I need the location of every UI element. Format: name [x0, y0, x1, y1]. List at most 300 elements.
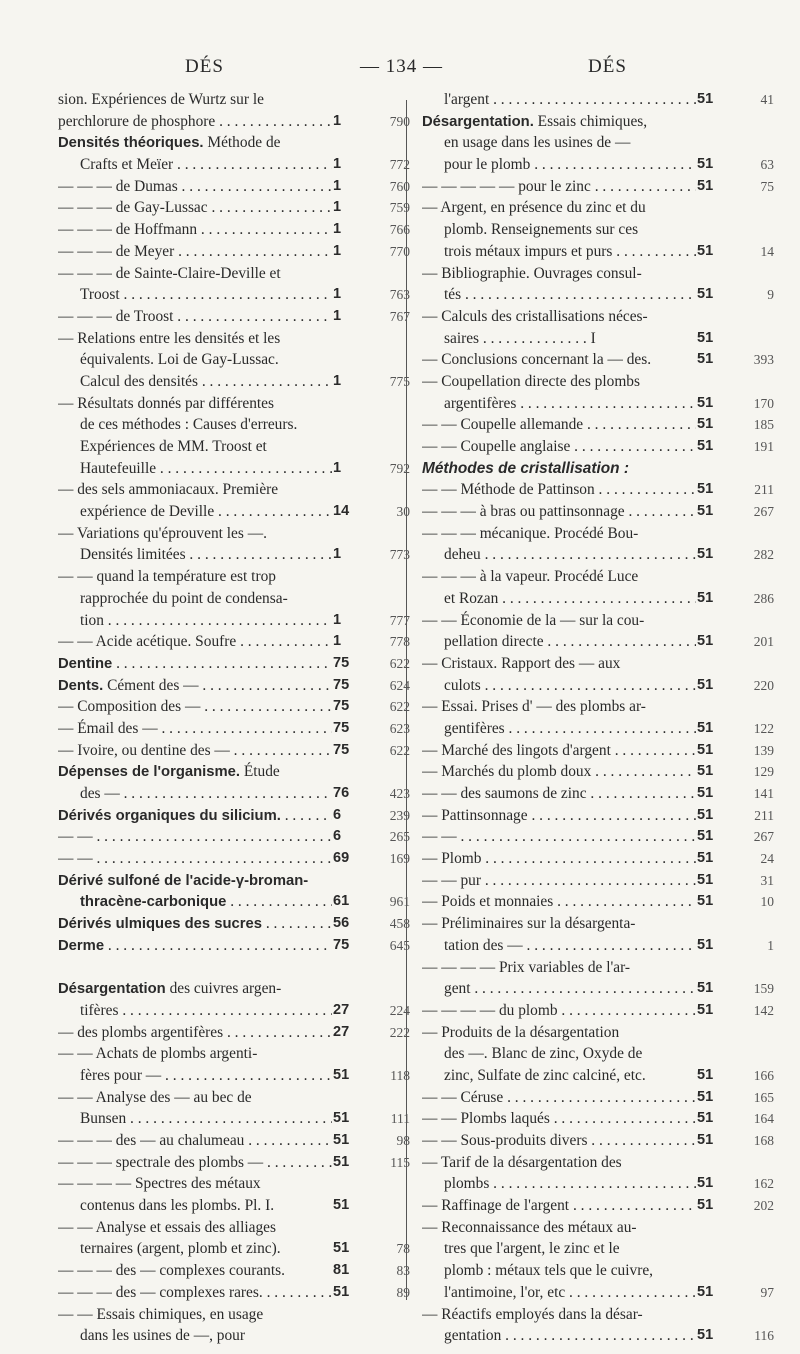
- entry-text: [422, 197, 696, 219]
- entry-description: trois métaux impurs et purs: [444, 242, 613, 260]
- page-reference: 168: [753, 1133, 774, 1148]
- page-reference: 201: [753, 634, 774, 650]
- entry-description: — — — de Dumas: [58, 177, 178, 195]
- entry-description: Essais chimiques,: [533, 112, 648, 130]
- entry-text: [422, 349, 696, 371]
- page-reference: 265: [389, 829, 410, 845]
- entry-description: — —: [422, 828, 457, 846]
- index-entry-line: [422, 371, 772, 393]
- entry-description: — Résultats donnés par différentes: [58, 394, 274, 412]
- page-reference: 159: [753, 981, 774, 997]
- volume-number: 51: [697, 1283, 714, 1300]
- entry-description: et Rozan: [444, 589, 499, 607]
- page-reference: 624: [389, 677, 410, 693]
- entry-headword: Derme: [58, 937, 105, 954]
- volume-number: 51: [697, 1088, 714, 1105]
- page-reference: 220: [753, 677, 774, 693]
- volume-number: 51: [697, 416, 714, 433]
- index-entry-line: [422, 1173, 772, 1195]
- entry-text: [422, 1043, 696, 1065]
- entry-text: [422, 154, 696, 176]
- index-entry-line: [422, 458, 772, 480]
- entry-description: Méthode de: [203, 134, 281, 152]
- index-entry-line: [58, 1173, 408, 1195]
- entry-text: [58, 805, 332, 828]
- index-entry-line: [58, 306, 408, 328]
- entry-text: [422, 1238, 696, 1260]
- entry-text: [422, 1195, 696, 1217]
- entry-description: gentifères: [444, 719, 505, 737]
- entry-description: — Produits de la désargentation: [422, 1023, 620, 1041]
- entry-description: des —: [80, 785, 120, 802]
- entry-text: [422, 566, 696, 588]
- index-entry-line: [58, 675, 408, 697]
- page-reference: 224: [389, 1002, 410, 1018]
- page-reference: 763: [389, 287, 410, 303]
- entry-text: [422, 1108, 696, 1130]
- index-entry-line: [422, 1238, 772, 1260]
- index-entry-line: [58, 1000, 408, 1022]
- entry-text: [58, 393, 332, 415]
- index-entry-line: [422, 1065, 772, 1087]
- entry-text: [58, 848, 332, 870]
- entry-description: ternaires (argent, plomb et zinc).: [80, 1240, 281, 1258]
- entry-description: — — Analyse et essais des alliages: [58, 1218, 276, 1236]
- index-entry-line: [422, 913, 772, 935]
- entry-description: — Cristaux. Rapport des — aux: [422, 654, 621, 672]
- volume-number: 51: [697, 546, 714, 563]
- volume-number: 1: [333, 372, 342, 389]
- page-reference: 141: [753, 786, 774, 801]
- entry-description: — Préliminaires sur la désargenta-: [422, 915, 636, 933]
- entry-text: [58, 826, 332, 848]
- entry-headword: Dérivé sulfoné de l'acide-γ-broman-: [58, 872, 309, 889]
- entry-text: [422, 848, 696, 870]
- running-header: [0, 56, 800, 86]
- index-entry-line: [422, 957, 772, 979]
- index-entry-line: [58, 761, 408, 783]
- entry-text: [422, 631, 696, 653]
- entry-description: — — des saumons de zinc: [422, 785, 587, 802]
- index-entry-line: [422, 1130, 772, 1152]
- entry-text: [58, 414, 332, 436]
- volume-number: 51: [697, 91, 714, 107]
- page-reference: 9: [767, 287, 774, 303]
- section-subheading: Méthodes de cristallisation :: [422, 459, 629, 477]
- entry-description: perchlorure de phosphore: [58, 112, 216, 130]
- entry-text: [58, 1130, 332, 1152]
- entry-text: [422, 1087, 696, 1109]
- index-entry-line: [422, 393, 772, 415]
- volume-number: 75: [333, 654, 350, 671]
- page-reference: 222: [389, 1024, 410, 1040]
- index-entry-line: [422, 306, 772, 328]
- entry-text: [58, 653, 332, 676]
- entry-description: Hautefeuille: [80, 459, 157, 477]
- page-reference: 118: [390, 1067, 410, 1083]
- entry-text: [422, 501, 696, 523]
- entry-description: — Ivoire, ou dentine des —: [58, 741, 230, 759]
- entry-text: [58, 588, 332, 610]
- page-reference: 31: [760, 872, 774, 888]
- entry-description: plomb : métaux tels que le cuivre,: [444, 1262, 653, 1280]
- page-reference: 267: [753, 504, 774, 520]
- entry-text: [58, 458, 332, 480]
- volume-number: 51: [697, 394, 714, 411]
- index-entry-line: [58, 393, 408, 415]
- index-entry-line: [58, 1260, 408, 1282]
- entry-description: — — — des — complexes courants.: [58, 1262, 285, 1280]
- entry-description: tifères: [80, 1001, 119, 1019]
- entry-text: [422, 1217, 696, 1239]
- entry-description: — — — à la vapeur. Procédé Luce: [422, 568, 639, 586]
- page-reference: 10: [760, 894, 774, 910]
- index-entry-line: [422, 241, 772, 263]
- volume-number: 56: [333, 915, 350, 932]
- entry-description: — Réactifs employés dans la désar-: [422, 1305, 643, 1323]
- entry-description: — — — de Hoffmann: [58, 221, 198, 239]
- entry-text: [58, 978, 332, 1001]
- entry-description: — — — — Prix variables de l'ar-: [422, 958, 631, 976]
- entry-description: pour le plomb: [444, 156, 531, 174]
- entry-headword: Dents.: [58, 677, 104, 694]
- entry-text: [58, 219, 332, 241]
- entry-text: [422, 610, 696, 632]
- entry-text: [58, 1022, 332, 1044]
- index-entry-line: [422, 328, 772, 350]
- index-entry-line: [422, 154, 772, 176]
- entry-description: expérience de Deville: [80, 503, 215, 521]
- page-reference: 623: [389, 720, 410, 736]
- entry-text: [422, 219, 696, 241]
- volume-number: 27: [333, 1001, 350, 1018]
- index-entry-line: [58, 740, 408, 762]
- index-entry-line: [422, 111, 772, 133]
- entry-description: gent: [444, 980, 471, 998]
- volume-number: 1: [333, 546, 342, 563]
- entry-text: [58, 176, 332, 198]
- page-reference: 423: [389, 786, 410, 801]
- volume-number: 6: [333, 828, 342, 845]
- volume-number: 51: [697, 1066, 714, 1083]
- volume-number: 1: [333, 156, 342, 173]
- volume-number: 75: [333, 719, 350, 736]
- volume-number: 69: [333, 850, 350, 867]
- entry-description: gentation: [444, 1327, 502, 1345]
- index-entry-line: [58, 826, 408, 848]
- page-reference: 286: [753, 590, 774, 606]
- index-entry-line: [58, 653, 408, 675]
- index-entry-line: [58, 1108, 408, 1130]
- index-entry-line: [58, 696, 408, 718]
- index-entry-line: [422, 1260, 772, 1282]
- entry-text: [58, 1000, 332, 1022]
- index-entry-line: [58, 805, 408, 827]
- index-entry-line: [58, 371, 408, 393]
- volume-number: 76: [333, 785, 350, 801]
- entry-text: [58, 1304, 332, 1326]
- page-number: — 134 —: [360, 56, 443, 77]
- volume-number: 51: [697, 1197, 714, 1214]
- index-entry-line: [58, 479, 408, 501]
- entry-text: [422, 393, 696, 415]
- entry-text: [58, 1087, 332, 1109]
- entry-text: [422, 89, 696, 111]
- index-entry-line: [422, 501, 772, 523]
- entry-description: — des plombs argentifères: [58, 1023, 224, 1041]
- entry-text: [422, 111, 696, 134]
- entry-description: Étude: [239, 763, 280, 781]
- volume-number: 51: [697, 871, 714, 888]
- index-entry-line: [58, 436, 408, 458]
- entry-headword: Dérivés organiques du silicium.: [58, 807, 281, 824]
- entry-text: [58, 696, 332, 718]
- index-entry-line: [422, 523, 772, 545]
- entry-text: [58, 1282, 332, 1304]
- entry-description: — — Acide acétique. Soufre: [58, 633, 237, 651]
- entry-text: [422, 783, 696, 805]
- index-entry-line: [422, 284, 772, 306]
- entry-headword: Désargentation: [58, 981, 166, 998]
- entry-description: — Marchés du plomb doux: [422, 763, 592, 781]
- entry-text: [422, 176, 696, 198]
- page-reference: 115: [390, 1154, 410, 1170]
- entry-text: [58, 761, 332, 784]
- entry-text: [422, 241, 696, 263]
- entry-text: [58, 740, 332, 762]
- entry-description: équivalents. Loi de Gay-Lussac.: [80, 351, 279, 369]
- entry-text: [422, 805, 696, 827]
- entry-text: [58, 479, 332, 501]
- page-reference: 645: [389, 937, 410, 953]
- index-entry-line: [58, 1152, 408, 1174]
- header-right: DÉS: [588, 56, 627, 77]
- entry-text: [58, 566, 332, 588]
- entry-description: saires . . . . . . . . . . . . . . I: [444, 329, 596, 347]
- volume-number: 75: [333, 698, 350, 715]
- entry-text: [58, 544, 332, 566]
- page-reference: 759: [389, 200, 410, 216]
- entry-text: [58, 1260, 332, 1282]
- index-entry-line: [58, 783, 408, 805]
- index-entry-line: [58, 414, 408, 436]
- entry-description: — — — de Troost: [58, 307, 174, 325]
- index-entry-line: [58, 1325, 408, 1347]
- volume-number: 51: [333, 1197, 350, 1214]
- page-reference: 129: [753, 764, 774, 780]
- entry-text: [58, 241, 332, 263]
- entry-text: [58, 523, 332, 545]
- volume-number: 51: [333, 1153, 350, 1170]
- index-entry-line: [422, 653, 772, 675]
- volume-number: 51: [697, 589, 714, 606]
- entry-headword: Densités théoriques.: [58, 135, 204, 152]
- entry-text: [422, 1000, 696, 1022]
- page-reference: 282: [753, 547, 774, 563]
- entry-text: [58, 1108, 332, 1130]
- entry-text: [58, 935, 332, 958]
- volume-number: 6: [333, 806, 342, 823]
- entry-text: [422, 935, 696, 957]
- index-entry-line: [422, 1108, 772, 1130]
- entry-text: [58, 718, 332, 740]
- entry-text: [58, 1065, 332, 1087]
- volume-number: 51: [697, 1110, 714, 1127]
- entry-text: [422, 414, 696, 436]
- entry-description: — — — mécanique. Procédé Bou-: [422, 524, 639, 542]
- page-reference: 775: [389, 373, 410, 389]
- volume-number: 51: [697, 1132, 714, 1148]
- entry-text: [422, 1065, 696, 1087]
- volume-number: 51: [333, 1132, 350, 1148]
- entry-description: l'argent: [444, 91, 490, 108]
- entry-text: [58, 1325, 332, 1347]
- entry-text: [58, 263, 332, 285]
- volume-number: 1: [333, 286, 342, 303]
- entry-description: — — Méthode de Pattinson: [422, 481, 595, 499]
- entry-text: [58, 132, 332, 155]
- page-reference: 89: [396, 1284, 410, 1300]
- entry-description: — — — de Gay-Lussac: [58, 199, 208, 217]
- entry-text: [422, 479, 696, 501]
- page-reference: 622: [389, 655, 410, 671]
- entry-text: [58, 913, 332, 936]
- page-reference: 98: [396, 1133, 410, 1148]
- entry-text: [58, 1043, 332, 1065]
- entry-description: plomb. Renseignements sur ces: [444, 221, 639, 239]
- index-entry-line: [422, 826, 772, 848]
- entry-text: [58, 1238, 332, 1260]
- index-entry-line: [422, 740, 772, 762]
- index-entry-line: [422, 479, 772, 501]
- volume-number: 51: [697, 1175, 714, 1192]
- volume-number: 51: [697, 806, 714, 823]
- entry-description: deheu: [444, 546, 481, 564]
- entry-text: [422, 1022, 696, 1044]
- page-reference: 1: [767, 937, 774, 953]
- entry-text: [422, 826, 696, 848]
- index-entry-line: [58, 1217, 408, 1239]
- entry-description: — Reconnaissance des métaux au-: [422, 1218, 637, 1236]
- page-reference: 202: [753, 1198, 774, 1214]
- page-reference: 24: [760, 851, 774, 867]
- entry-description: — — — des — complexes rares.: [58, 1283, 263, 1301]
- index-entry-line: [422, 1325, 772, 1347]
- page-reference: 164: [753, 1111, 774, 1127]
- page-reference: 961: [389, 894, 410, 910]
- page-reference: 191: [753, 439, 774, 454]
- page-reference: 162: [753, 1176, 774, 1192]
- page-reference: 166: [753, 1067, 774, 1083]
- volume-number: 1: [333, 633, 342, 650]
- index-entry-line: [58, 1022, 408, 1044]
- page-reference: 83: [396, 1263, 410, 1279]
- index-entry-line: [58, 1238, 408, 1260]
- page-reference: 772: [389, 157, 410, 173]
- index-entry-line: [422, 1022, 772, 1044]
- volume-number: 1: [333, 459, 342, 476]
- entry-text: [422, 653, 696, 675]
- index-entry-line: [58, 263, 408, 285]
- entry-text: [422, 1130, 696, 1152]
- entry-description: — — Coupelle allemande: [422, 416, 584, 434]
- index-entry-line: [58, 718, 408, 740]
- page-reference: 139: [753, 742, 774, 758]
- index-entry-line: [422, 718, 772, 740]
- index-entry-line: [422, 870, 772, 892]
- page-reference: 122: [753, 720, 774, 736]
- index-entry-line: [422, 610, 772, 632]
- index-entry-line: [422, 1087, 772, 1109]
- index-entry-line: [58, 1282, 408, 1304]
- entry-text: [422, 891, 696, 913]
- entry-text: [58, 1195, 332, 1217]
- page-reference: 767: [389, 308, 410, 324]
- entry-description: tres que l'argent, le zinc et le: [444, 1240, 620, 1258]
- entry-description: — — Essais chimiques, en usage: [58, 1305, 264, 1323]
- entry-text: [58, 501, 332, 523]
- entry-text: [422, 284, 696, 306]
- index-entry-line: [58, 89, 408, 111]
- entry-text: [422, 328, 696, 350]
- volume-number: 51: [697, 286, 714, 303]
- page-reference: 165: [753, 1089, 774, 1105]
- index-entry-line: [58, 631, 408, 653]
- entry-text: [58, 631, 332, 653]
- entry-description: en usage dans les usines de —: [444, 134, 631, 152]
- entry-description: — Marché des lingots d'argent: [422, 741, 611, 759]
- entry-description: — Poids et monnaies: [422, 893, 554, 911]
- entry-text: [58, 154, 332, 176]
- entry-text: [422, 458, 696, 480]
- entry-headword: Dérivés ulmiques des sucres: [58, 916, 262, 933]
- entry-description: fères pour —: [80, 1066, 162, 1084]
- entry-description: — — — — Spectres des métaux: [58, 1175, 261, 1193]
- volume-number: 1: [333, 177, 342, 194]
- entry-text: [422, 1325, 696, 1347]
- entry-headword: thracène-carbonique: [80, 894, 227, 911]
- volume-number: 1: [333, 221, 342, 238]
- entry-description: — — — spectrale des plombs —: [58, 1153, 264, 1171]
- entry-description: — Variations qu'éprouvent les —.: [58, 524, 267, 542]
- volume-number: 51: [697, 763, 714, 780]
- index-entry-line: [58, 328, 408, 350]
- index-entry-line: [58, 610, 408, 632]
- entry-text: [422, 371, 696, 393]
- entry-description: — Conclusions concernant la — des.: [422, 351, 652, 369]
- entry-description: — Argent, en présence du zinc et du: [422, 199, 646, 217]
- page-reference: 622: [389, 699, 410, 715]
- entry-description: Troost: [80, 286, 120, 304]
- volume-number: 51: [697, 936, 714, 953]
- volume-number: 51: [333, 1110, 350, 1127]
- entry-text: [422, 1152, 696, 1174]
- index-entry-line: [58, 566, 408, 588]
- page-reference: 770: [389, 243, 410, 259]
- entry-text: [58, 306, 332, 328]
- entry-description: — — Analyse des — au bec de: [58, 1088, 252, 1106]
- page-reference: 458: [389, 916, 410, 932]
- index-entry-line: [58, 111, 408, 133]
- volume-number: 51: [697, 719, 714, 736]
- entry-description: dans les usines de —, pour: [80, 1327, 245, 1345]
- index-entry-line: [422, 1282, 772, 1304]
- entry-text: [422, 957, 696, 979]
- entry-text: [58, 675, 332, 698]
- index-entry-line: [58, 1304, 408, 1326]
- index-entry-line: [422, 675, 772, 697]
- entry-text: [422, 870, 696, 892]
